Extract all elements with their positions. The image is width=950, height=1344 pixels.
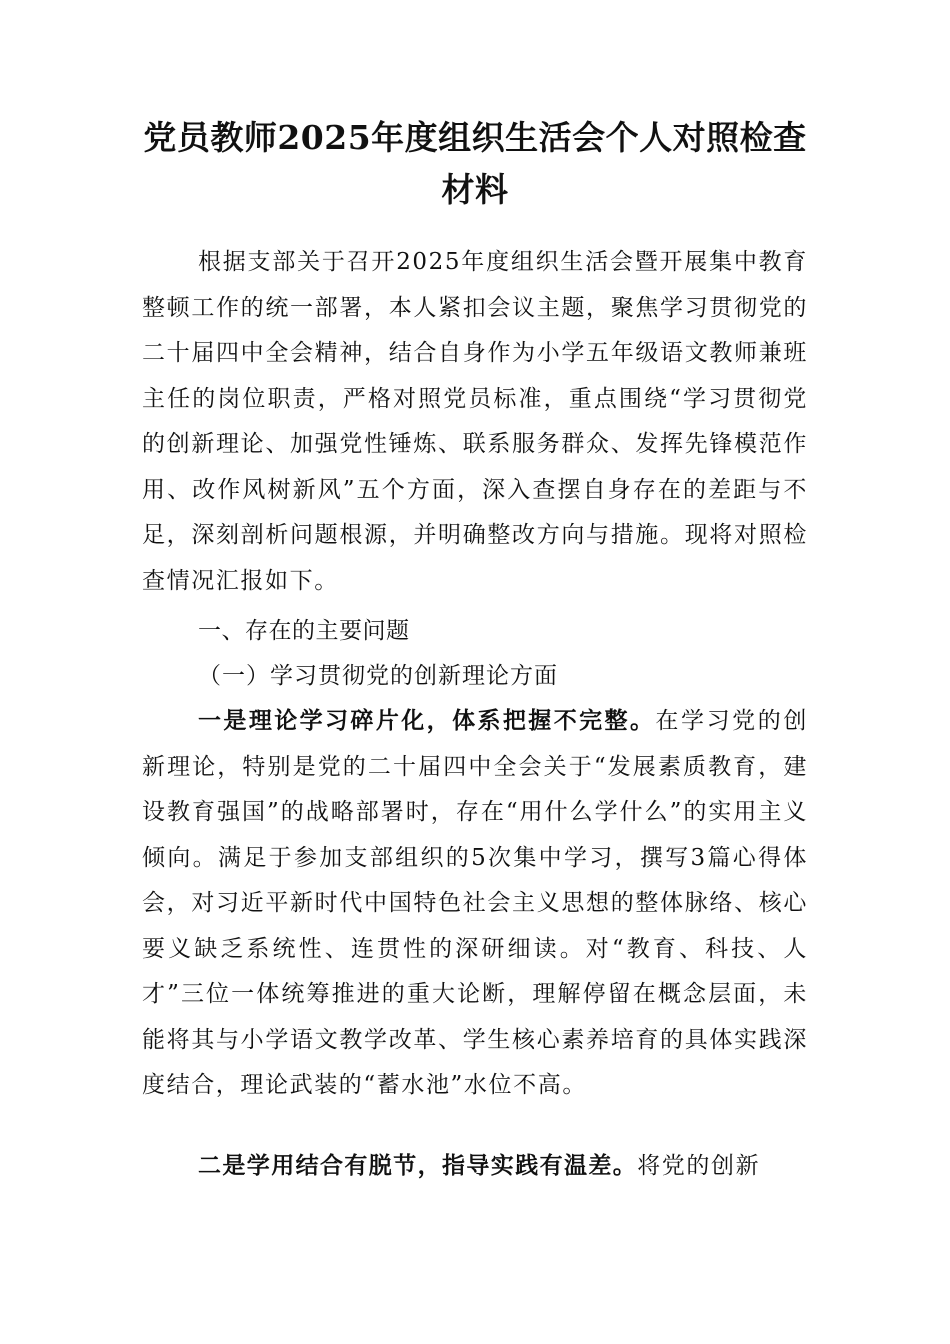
point-two-lead: 二是学用结合有脱节，指导实践有温差。 <box>198 1153 638 1179</box>
point-two-text: 将党的创新 <box>637 1153 761 1179</box>
point-one-lead: 一是理论学习碎片化，体系把握不完整。 <box>198 708 656 734</box>
point-one-text: 在学习党的创新理论，特别是党的二十届四中全会关于“发展素质教育，建设教育强国”的战略部署时，存在“用什么学什么”的实用主义倾向。满足于参加支部组织的5次集中学习，撰写3篇心得体会，对习近平新时代中国特色社会主义思想的整体脉络、核心要义缺乏系统性、连贯性的深研细读。对“教育、科技、人才”三位一体统筹推进的重大论断，理解停留在概念层面，未能将其与小学语文教学改革、学生核心素养培育的具体实践深度结合，理论武装的“蓄水池”水位不高。 <box>142 708 809 1098</box>
point-one-paragraph <box>142 699 808 1109</box>
document-title: 党员教师2025年度组织生活会个人对照检查材料 <box>143 118 807 209</box>
subsection-heading: （一）学习贯彻党的创新理论方面 <box>198 663 558 689</box>
intro-paragraph: 根据支部关于召开2025年度组织生活会暨开展集中教育整顿工作的统一部署，本人紧扣会议主题，聚焦学习贯彻党的二十届四中全会精神，结合自身作为小学五年级语文教师兼班主任的岗位职责，严格对照党员标准，重点围绕“学习贯彻党的创新理论、加强党性锤炼、联系服务群众、发挥先锋模范作用、改作风树新风”五个方面，深入查摆自身存在的差距与不足，深刻剖析问题根源，并明确整改方向与措施。现将对照检查情况汇报如下。 <box>142 249 808 594</box>
section-heading: 一、存在的主要问题 <box>198 618 410 644</box>
point-two-paragraph <box>142 1144 808 1190</box>
